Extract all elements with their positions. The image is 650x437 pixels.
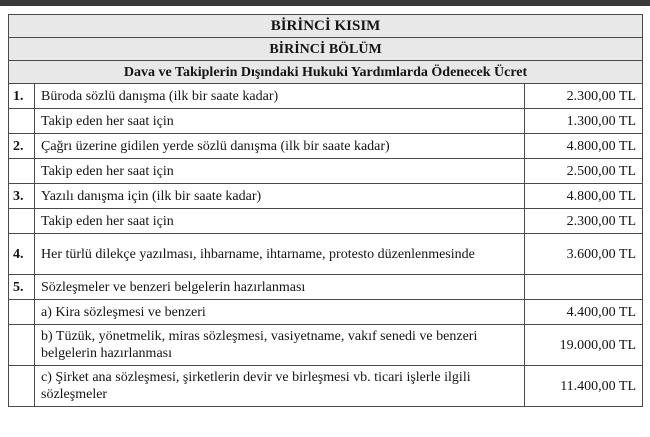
table-row <box>9 184 643 209</box>
row-number <box>9 109 35 134</box>
row-number: 5. <box>9 275 35 300</box>
row-number <box>9 300 35 325</box>
table-header-row <box>9 61 643 84</box>
fee-table <box>8 14 643 407</box>
row-fee: 1.300,00 TL <box>525 109 643 134</box>
row-fee: 4.800,00 TL <box>525 134 643 159</box>
table-header-row <box>9 38 643 61</box>
table-header-row <box>9 15 643 38</box>
row-number <box>9 209 35 234</box>
row-number <box>9 325 35 366</box>
row-description: b) Tüzük, yönetmelik, miras sözleşmesi, vasiyetname, vakıf senedi ve benzeri belgelerin hazırlanması <box>35 325 525 366</box>
row-description: Sözleşmeler ve benzeri belgelerin hazırlanması <box>35 275 525 300</box>
row-description: a) Kira sözleşmesi ve benzeri <box>35 300 525 325</box>
row-number: 4. <box>9 234 35 275</box>
row-description: Yazılı danışma için (ilk bir saate kadar) <box>35 184 525 209</box>
table-row <box>9 325 643 366</box>
row-fee: 4.400,00 TL <box>525 300 643 325</box>
row-fee <box>525 275 643 300</box>
row-number: 3. <box>9 184 35 209</box>
row-number: 1. <box>9 84 35 109</box>
table-row <box>9 366 643 407</box>
table-row <box>9 84 643 109</box>
table-row <box>9 134 643 159</box>
row-fee: 19.000,00 TL <box>525 325 643 366</box>
row-fee: 3.600,00 TL <box>525 234 643 275</box>
row-fee: 2.500,00 TL <box>525 159 643 184</box>
row-fee: 2.300,00 TL <box>525 84 643 109</box>
row-fee: 2.300,00 TL <box>525 209 643 234</box>
table-row <box>9 209 643 234</box>
table-row <box>9 300 643 325</box>
row-description: Takip eden her saat için <box>35 209 525 234</box>
row-fee: 11.400,00 TL <box>525 366 643 407</box>
row-description: Büroda sözlü danışma (ilk bir saate kadar) <box>35 84 525 109</box>
row-number: 2. <box>9 134 35 159</box>
row-description: Takip eden her saat için <box>35 109 525 134</box>
table-subtitle: Dava ve Takiplerin Dışındaki Hukuki Yardımlarda Ödenecek Ücret <box>9 61 643 84</box>
row-number <box>9 159 35 184</box>
section-title: BİRİNCİ BÖLÜM <box>9 38 643 61</box>
row-description: c) Şirket ana sözleşmesi, şirketlerin devir ve birleşmesi vb. ticari işlerle ilgili sözleşmeler <box>35 366 525 407</box>
table-row <box>9 109 643 134</box>
table-row <box>9 159 643 184</box>
row-description: Çağrı üzerine gidilen yerde sözlü danışma (ilk bir saate kadar) <box>35 134 525 159</box>
top-border-bar <box>0 0 650 6</box>
row-fee: 4.800,00 TL <box>525 184 643 209</box>
part-title: BİRİNCİ KISIM <box>9 15 643 38</box>
row-description: Her türlü dilekçe yazılması, ihbarname, ihtarname, protesto düzenlenmesinde <box>35 234 525 275</box>
row-number <box>9 366 35 407</box>
table-row <box>9 234 643 275</box>
table-row <box>9 275 643 300</box>
row-description: Takip eden her saat için <box>35 159 525 184</box>
